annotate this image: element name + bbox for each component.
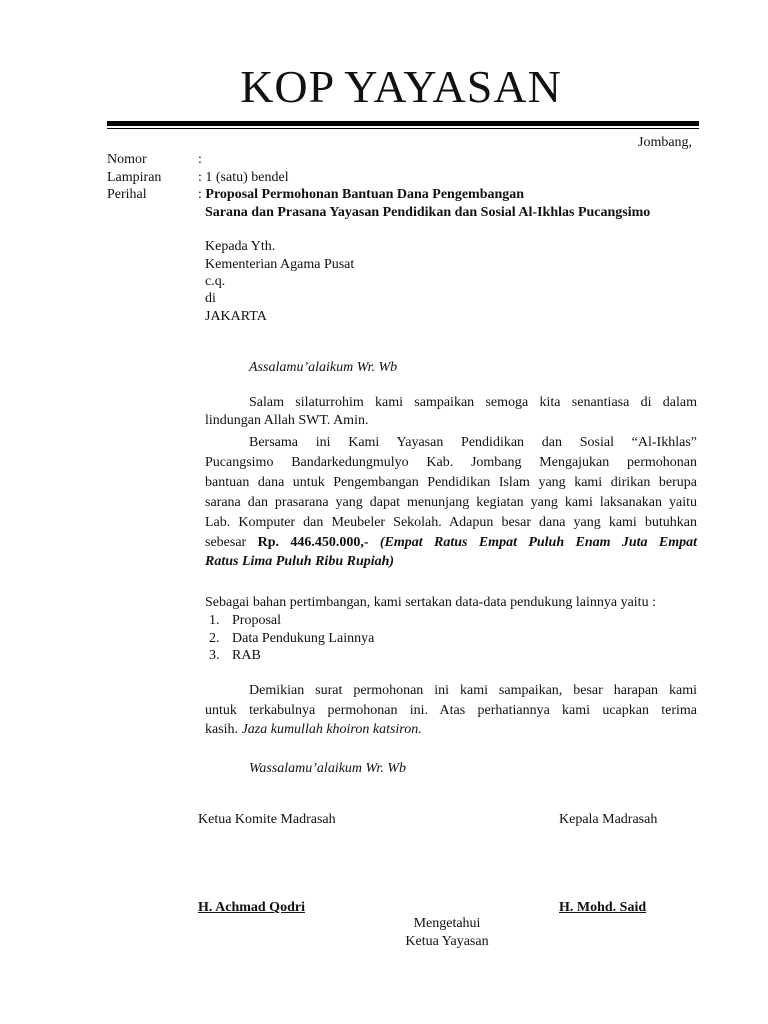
recipient-line: c.q. — [205, 274, 226, 289]
list-number: 2. — [209, 631, 220, 646]
recipient-line: JAKARTA — [205, 309, 267, 324]
acknowledge-title: Ketua Yayasan — [405, 934, 489, 949]
list-item — [209, 612, 220, 630]
acknowledge-label: Mengetahui — [413, 916, 481, 931]
para2-amount-line — [205, 534, 697, 552]
perihal-value — [198, 186, 524, 204]
perihal-line2: Sarana dan Prasana Yayasan Pendidikan dan Sosial Al-Ikhlas Pucangsimo — [205, 205, 651, 220]
list-label: Proposal — [232, 613, 281, 628]
signature-left-title: Ketua Komite Madrasah — [198, 812, 336, 827]
list-number: 3. — [209, 648, 220, 663]
list-label: Data Pendukung Lainnya — [232, 631, 375, 646]
para2-line: Pucangsimo Bandarkedungmulyo Kab. Jombang Mengajukan permohonan — [205, 455, 697, 470]
lampiran-value: : 1 (satu) bendel — [198, 170, 289, 185]
salam-close: Wassalamu’alaikum Wr. Wb — [249, 761, 406, 776]
list-item — [209, 630, 220, 648]
closing-line — [205, 721, 422, 739]
list-item — [232, 630, 374, 648]
para2-line: sarana dan prasarana yang dapat menunjang kegiatan yang kami laksanakan yaitu — [205, 495, 697, 510]
perihal-colon: : — [198, 187, 206, 202]
signature-right-name: H. Mohd. Said — [559, 900, 647, 915]
closing-line: untuk terkabulnya permohonan ini. Atas perhatiannya kami ucapkan terima — [205, 703, 697, 718]
closing-italic: Jaza kumullah khoiron katsiron. — [241, 722, 422, 737]
signature-right-title: Kepala Madrasah — [559, 812, 658, 827]
list-item — [232, 647, 261, 665]
para2-line: Lab. Komputer dan Meubeler Sekolah. Adapun besar dana yang kami butuhkan — [205, 515, 697, 530]
attachments-intro: Sebagai bahan pertimbangan, kami sertakan data-data pendukung lainnya yaitu : — [205, 595, 656, 610]
para1-line: lindungan Allah SWT. Amin. — [205, 413, 369, 428]
nomor-value: : — [198, 152, 202, 167]
recipient-line: Kepada Yth. — [205, 239, 276, 254]
para2-prefix: sebesar — [205, 535, 247, 550]
list-item — [232, 612, 281, 630]
closing-prefix: kasih. — [205, 722, 239, 737]
signature-left-name: H. Achmad Qodri — [198, 900, 305, 915]
recipient-line: di — [205, 291, 216, 306]
closing-line: Demikian surat permohonan ini kami sampaikan, besar harapan kami — [249, 683, 697, 698]
amount-words: (Empat Ratus Empat Puluh Enam Juta Empat — [379, 535, 698, 550]
amount-figure: Rp. 446.450.000,- — [257, 535, 369, 550]
list-item — [209, 647, 220, 665]
list-label: RAB — [232, 648, 261, 663]
place-date: Jombang, — [638, 135, 693, 150]
salam-open: Assalamu’alaikum Wr. Wb — [249, 360, 398, 375]
list-number: 1. — [209, 613, 220, 628]
lampiran-label: Lampiran — [107, 170, 162, 185]
nomor-label: Nomor — [107, 152, 147, 167]
letterhead-rule-thin — [107, 128, 699, 129]
perihal-line1: Proposal Permohonan Bantuan Dana Pengembangan — [205, 187, 525, 202]
perihal-label: Perihal — [107, 187, 147, 202]
recipient-line: Kementerian Agama Pusat — [205, 257, 355, 272]
letterhead-title: KOP YAYASAN — [240, 61, 562, 112]
para1-line: Salam silaturrohim kami sampaikan semoga kita senantiasa di dalam — [249, 395, 697, 410]
para2-line: Bersama ini Kami Yayasan Pendidikan dan Sosial “Al-Ikhlas” — [249, 435, 697, 450]
letterhead-rule-thick — [107, 121, 699, 126]
para2-line: bantuan dana untuk Pengembangan Pendidikan Islam yang kami dirikan berupa — [205, 475, 697, 490]
amount-words-cont: Ratus Lima Puluh Ribu Rupiah) — [205, 554, 395, 569]
